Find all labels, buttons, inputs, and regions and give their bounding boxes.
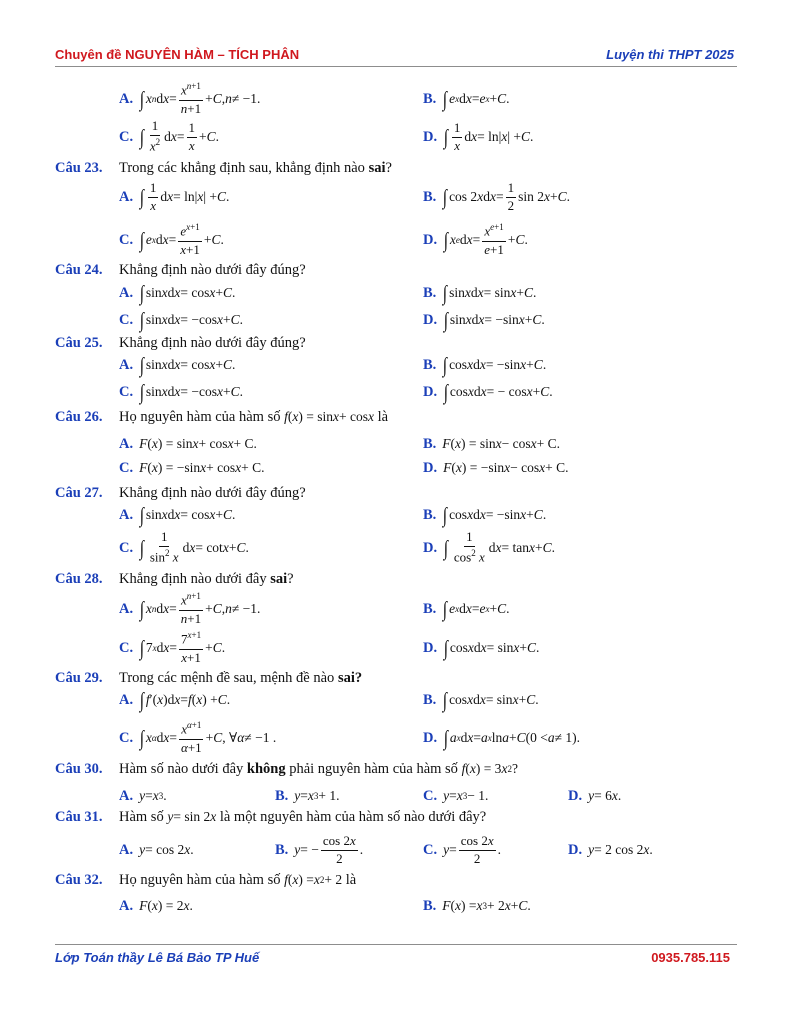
header-rule (55, 66, 737, 67)
footer-phone: 0935.785.115 (651, 950, 730, 965)
header-topic: Chuyên đề NGUYÊN HÀM – TÍCH PHÂN (55, 47, 300, 62)
footer-rule (55, 944, 737, 945)
footer-teacher: Lớp Toán thầy Lê Bá Bảo TP Huế (55, 950, 260, 965)
header-exam: Luyện thi THPT 2025 (606, 47, 734, 62)
